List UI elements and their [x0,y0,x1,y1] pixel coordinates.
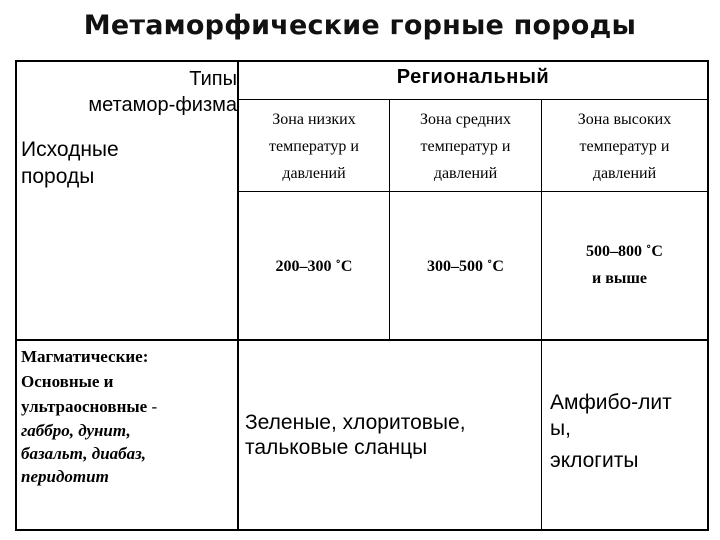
header-divider [239,99,707,100]
rocks-table [15,60,709,531]
temp-high-line-1: 500–800 ˚С [586,243,663,260]
amphibolite-line-2: ы, [550,417,571,440]
zone-mid-line-2: температур и [420,138,511,155]
temp-low: 200–300 ˚С [275,258,353,275]
zone-low [239,106,389,187]
zone-mid-line-3: давлений [433,165,498,182]
amphibolite-result [550,390,710,474]
types-line-2: метамор-физма [88,94,237,116]
zone-low-line-3: давлений [282,165,346,182]
greenschist-result [245,410,535,460]
metamorphism-types-label [19,66,237,118]
zone-mid [390,106,541,187]
zone-mid-line-1: Зона средних [420,111,511,128]
zone-high [542,106,707,187]
sources-line-2: породы [21,165,95,188]
sources-line-1: Исходные [21,138,119,161]
amphibolite-line-1: Амфибо-лит [550,391,672,414]
zone-high-line-1: Зона высоких [577,111,672,128]
zone-low-line-2: температур и [269,138,359,155]
zone-low-line-1: Зона низких [272,111,356,128]
page-title: Метаморфические горные породы [83,10,637,41]
ultrabasic-dash: - [147,397,158,416]
rock-list-line-3: перидотит [21,467,109,486]
magmatic-label: Магматические: [21,347,149,366]
ultrabasic-line [21,394,235,419]
rock-list-line-1: габбро, дунит, [21,421,131,440]
greenschist-line-2: тальковые сланцы [245,436,428,459]
types-line-1: Типы [189,68,237,90]
regional-header: Региональный [396,66,550,88]
temp-high-line-2: и выше [592,270,647,287]
temp-high [542,238,707,292]
amphibolite-line-3: эклогиты [550,449,639,472]
ultrabasic-label: ультраосновные [21,397,148,416]
zone-high-line-3: давлений [592,165,657,182]
basic-label: Основные и [21,372,114,391]
zone-temp-divider [239,191,707,192]
source-rocks-label [19,136,237,190]
body-row-divider [17,339,707,341]
temp-mid: 300–500 ˚С [427,258,504,275]
greenschist-line-1: Зеленые, хлоритовые, [245,411,466,434]
zone-high-line-2: температур и [579,138,670,155]
magmatic-rocks-cell [21,344,235,488]
rock-list-line-2: базальт, диабаз, [21,444,147,463]
